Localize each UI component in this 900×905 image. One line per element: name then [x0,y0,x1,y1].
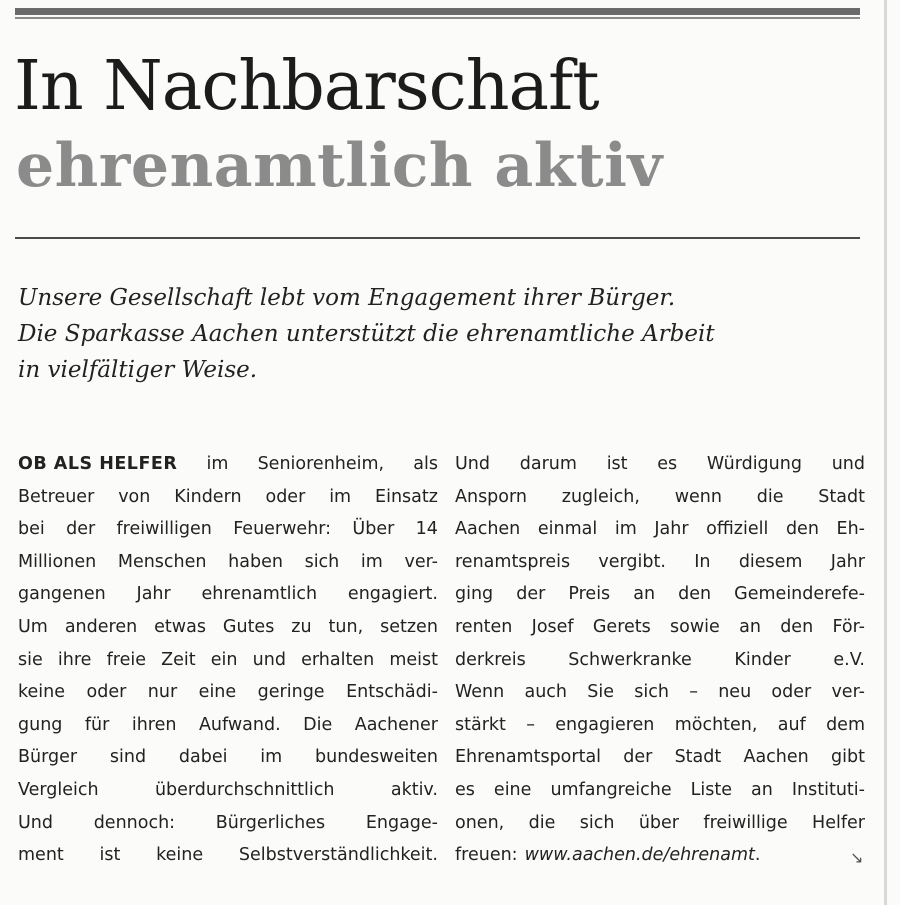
word: der [516,584,546,605]
text-line [18,839,438,872]
text-line [455,546,865,579]
word: darum [519,454,577,474]
word: im [260,747,283,768]
word: als [413,454,438,474]
word: Seniorenheim, [257,454,385,474]
text-line [18,611,438,644]
page-edge [884,0,887,905]
text-line [18,448,438,481]
word: engagieren [555,714,655,735]
word: Entschädi- [346,682,438,703]
lead-in: OB ALS HELFER [18,454,178,474]
text-line [455,774,865,807]
word: sind [109,747,147,768]
lead-line: Unsere Gesellschaft lebt vom Engagement ihrer Bürger. [18,285,676,311]
word: an [751,779,773,800]
word: zugleich, [561,486,640,507]
word: Kinder [734,649,791,670]
word: oder [86,682,127,703]
word: ehrenamtlich [201,584,318,605]
word: auch [524,682,568,703]
word: den [785,519,819,540]
word: Über [352,519,395,540]
word: einmal [537,519,598,540]
word: ist [606,454,628,474]
word: freiwilligen [116,519,212,540]
word: der [623,747,653,768]
text-line [18,644,438,677]
word: freuen: [455,845,518,866]
top-rule [15,8,860,15]
word: engagiert. [347,584,438,605]
word: Bürgerliches [215,812,326,833]
word: stärkt [455,714,506,735]
word: an [739,616,761,637]
word: zu [291,616,312,637]
word: offiziell [706,519,769,540]
word: Helfer [812,812,865,833]
word: überdurchschnittlich [154,779,335,800]
word: – [689,682,698,703]
word: dabei [178,747,228,768]
word: umfangreiche [550,779,672,800]
text-line [18,741,438,774]
word: Jahr [136,584,171,605]
word: e.V. [833,649,865,670]
top-rule-thin [15,17,860,19]
word: nur [147,682,178,703]
word: haben [228,551,283,572]
word: keine [156,845,204,866]
word: meist [389,649,438,670]
word: auf [777,714,806,735]
word: ment [18,845,64,866]
text-line [18,709,438,742]
text-line [18,481,438,514]
word: Einsatz [375,486,438,507]
word: über [638,812,680,833]
word: Die [303,714,333,735]
word: ver- [404,551,438,572]
text-line [455,839,865,872]
word: gung [18,714,63,735]
text-line [455,676,865,709]
word: gibt [831,747,865,768]
word: In [694,551,711,572]
word: von [118,486,151,507]
website-url[interactable]: www.aachen.de/ehrenamt [524,845,755,866]
lead-line: Die Sparkasse Aachen unterstützt die ehrenamtliche Arbeit [18,321,715,347]
word: För- [832,616,865,637]
word: Und [455,454,491,474]
word: an [633,584,656,605]
body-column-left [18,448,438,872]
word: den [678,584,712,605]
word: gangenen [18,584,106,605]
word: für [84,714,110,735]
word: möchten, [674,714,758,735]
word: neu [718,682,752,703]
word: Schwerkranke [568,649,692,670]
headline-line-1: In Nachbarschaft [14,47,599,126]
word: eine [198,682,237,703]
word: es [455,779,475,800]
headline-rule [15,237,860,239]
word: oder [265,486,306,507]
word: ging [455,584,494,605]
word: wenn [674,486,722,507]
text-line [455,741,865,774]
word: Kindern [174,486,242,507]
word: Preis [568,584,611,605]
word: sowie [670,616,720,637]
word: erhalten [301,649,375,670]
text-line [455,578,865,611]
word: und [831,454,865,474]
word: diesem [738,551,803,572]
word: Würdigung [706,454,802,474]
word: Ehrenamtsportal [455,747,602,768]
text-line [18,807,438,840]
word: renten [455,616,513,637]
text-line [455,448,865,481]
text-line [455,481,865,514]
word: setzen [380,616,438,637]
word: Millionen [18,551,97,572]
word: . [754,845,761,866]
text-line [455,644,865,677]
text-line [18,546,438,579]
word: Eh- [836,519,865,540]
word: Stadt [674,747,722,768]
word: dem [826,714,865,735]
word: ein [210,649,238,670]
text-line [18,513,438,546]
word: Und [18,812,54,833]
word: tun, [328,616,364,637]
word: Aachen [455,519,521,540]
word: im [614,519,637,540]
word: Gemeinderefe- [734,584,865,605]
text-line [455,611,865,644]
body-column-right [455,448,865,872]
word: – [526,714,535,735]
word: im [206,454,229,474]
word: Aufwand. [198,714,281,735]
word: Betreuer [18,486,95,507]
word: Stadt [818,486,865,507]
word: bundesweiten [315,747,438,768]
word: Menschen [117,551,207,572]
word: geringe [257,682,325,703]
text-line [455,513,865,546]
word: im [360,551,383,572]
headline-line-2: ehrenamtlich aktiv [16,131,663,201]
word: die [528,812,556,833]
word: eine [493,779,532,800]
word: Feuerwehr: [233,519,332,540]
word: ihren [131,714,177,735]
word: Sie [587,682,615,703]
word: Jahr [830,551,865,572]
word: Josef [531,616,574,637]
word: Gutes [222,616,275,637]
word: im [329,486,352,507]
word: der [66,519,96,540]
text-line [18,578,438,611]
word: ver- [831,682,865,703]
word: derkreis [455,649,526,670]
word: ihre [57,649,92,670]
word: Gerets [592,616,651,637]
word: Wenn [455,682,505,703]
word: sich [634,682,669,703]
word: es [657,454,678,474]
word: die [756,486,784,507]
text-line [455,807,865,840]
word: sich [304,551,340,572]
word: Zeit [161,649,196,670]
word: vergibt. [598,551,666,572]
word: onen, [455,812,505,833]
word: Jahr [654,519,689,540]
word: sich [579,812,615,833]
word: etwas [154,616,206,637]
word: den [780,616,814,637]
arrow-down-right-icon: ↘ [850,848,864,867]
word: Bürger [18,747,78,768]
word: sie [18,649,43,670]
word: dennoch: [93,812,176,833]
word: renamtspreis [455,551,571,572]
word: Vergleich [18,779,99,800]
text-line [18,774,438,807]
word: anderen [64,616,138,637]
word: Um [18,616,48,637]
word: aktiv. [390,779,438,800]
word: freie [106,649,146,670]
word: Aachen [743,747,809,768]
word: bei [18,519,45,540]
word: Liste [690,779,732,800]
word: Engage- [365,812,438,833]
word: ist [99,845,121,866]
lead-line: in vielfältiger Weise. [18,357,258,383]
word: Selbstverständlichkeit. [238,845,438,866]
word: Ansporn [455,486,527,507]
text-line [18,676,438,709]
word: freiwillige [703,812,788,833]
word: und [252,649,286,670]
text-line [455,709,865,742]
word: Aachener [354,714,438,735]
lead-paragraph [18,280,838,388]
word: oder [771,682,812,703]
word: keine [18,682,65,703]
word: Instituti- [791,779,865,800]
word: 14 [415,519,438,540]
